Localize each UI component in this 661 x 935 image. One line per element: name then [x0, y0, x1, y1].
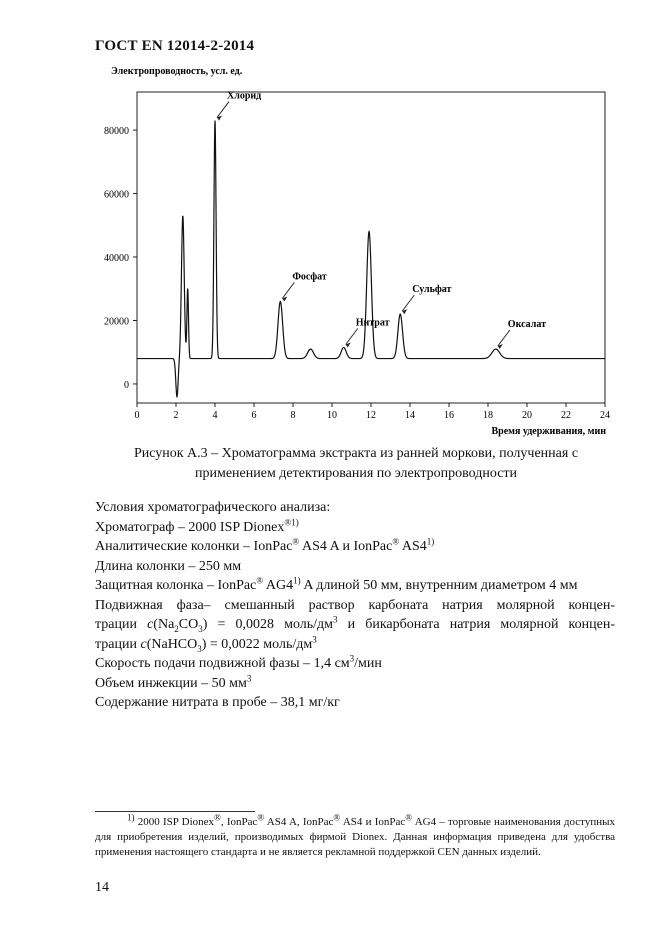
x-tick-label: 20 — [522, 410, 532, 421]
peak-leader-line — [282, 282, 294, 298]
chromatograph-line: Хроматограф – 2000 ISP Dionex$^{®1)}$ — [95, 516, 299, 535]
chart-curve — [137, 121, 605, 397]
x-tick-label: 12 — [366, 410, 376, 421]
mobile-phase-line-3: трации c(NaHCO$_3$) = 0,0022 моль/$дм^3$ — [95, 633, 317, 654]
y-tick-label: 80000 — [104, 126, 129, 138]
x-tick-label: 18 — [483, 410, 493, 421]
column-length-line: Длина колонки – 250 мм — [95, 558, 242, 574]
y-tick-label: 40000 — [104, 253, 129, 265]
analysis-conditions — [95, 498, 615, 713]
x-tick-label: 10 — [327, 410, 337, 421]
page-number: 14 — [95, 880, 109, 895]
peak-leader-line — [217, 102, 229, 118]
plot-frame — [137, 92, 605, 403]
footnote-rule — [95, 811, 255, 812]
peak-label: Оксалат — [507, 319, 547, 331]
x-tick-label: 24 — [600, 410, 610, 421]
mobile-phase-line-2: трации $c(Na_2CO_3) = 0,0028$ моль/$дм^3$ и бикарбоната натрия молярной концен- — [95, 614, 615, 634]
x-tick-label: 8 — [290, 410, 296, 421]
injection-line: Объем инжекции – 50 $мм^3$ — [95, 672, 252, 691]
peak-leader-line — [498, 330, 510, 346]
x-tick-label: 0 — [134, 410, 140, 421]
conditions-title: Условия хроматографического анализа: — [95, 500, 331, 515]
document-header: ГОСТ EN 12014-2-2014 — [95, 38, 255, 54]
flow-rate-line: Скорость подачи подвижной фазы – 1,4 $см^3$/мин — [95, 653, 382, 671]
peak-annotation — [282, 271, 327, 301]
chart-annotations — [217, 91, 546, 349]
columns-line: Аналитические колонки – IonPac® AS4 A и IonPac® AS4$^{1)}$ — [95, 536, 435, 554]
figure-caption — [95, 444, 617, 484]
x-tick-label: 16 — [444, 410, 454, 421]
mobile-phase-line-1: Подвижная фаза– смешанный раствор карбоната натрия молярной концен- — [95, 597, 615, 613]
x-tick-label: 6 — [251, 410, 257, 421]
x-axis-label: Время удерживания, мин — [491, 426, 606, 437]
caption-line-1: Рисунок А.3 – Хроматограмма экстракта из ранней моркови, полученная с — [133, 446, 579, 461]
x-tick-label: 2 — [173, 410, 179, 421]
chromatogram-line — [137, 121, 605, 397]
chart-ticks — [104, 126, 610, 421]
y-tick-label: 60000 — [104, 189, 129, 201]
peak-label: Сульфат — [412, 284, 452, 296]
peak-annotation — [217, 91, 261, 121]
y-tick-label: 20000 — [104, 316, 129, 328]
peak-label: Нитрат — [355, 317, 390, 329]
footnote: $^{1)}$ 2000 ISP Dionex®, IonPac® AS4 A, IonPac® AS4 и IonPac® AG4 – торговые наименования доступных для приобретения изделий, производимых фирмой Dionex. Данная информация приведена для удобства применения настоящего стандарта и не является рекламной поддержкой CEN данных изделий. — [95, 812, 615, 858]
y-tick-label: 0 — [124, 379, 129, 391]
chromatogram-chart — [95, 60, 625, 440]
peak-leader-line — [402, 295, 414, 311]
y-axis-label: Электропроводность, усл. ед. — [111, 66, 243, 77]
peak-annotation — [498, 319, 546, 349]
peak-annotation — [346, 317, 390, 347]
peak-annotation — [402, 284, 451, 314]
x-tick-label: 4 — [212, 410, 218, 421]
x-tick-label: 14 — [405, 410, 415, 421]
guard-column-line: Защитная колонка – IonPac® AG4$^{1)}$ A длиной 50 мм, внутренним диаметром 4 мм — [95, 575, 578, 593]
caption-line-2: применением детектирования по электропроводности — [194, 466, 518, 481]
chart-axes — [137, 92, 605, 403]
x-tick-label: 22 — [561, 410, 571, 421]
nitrate-content-line: Содержание нитрата в пробе – 38,1 мг/кг — [95, 695, 340, 710]
peak-label: Фосфат — [292, 271, 327, 283]
peak-leader-line — [346, 328, 358, 344]
peak-label: Хлорид — [227, 90, 262, 102]
